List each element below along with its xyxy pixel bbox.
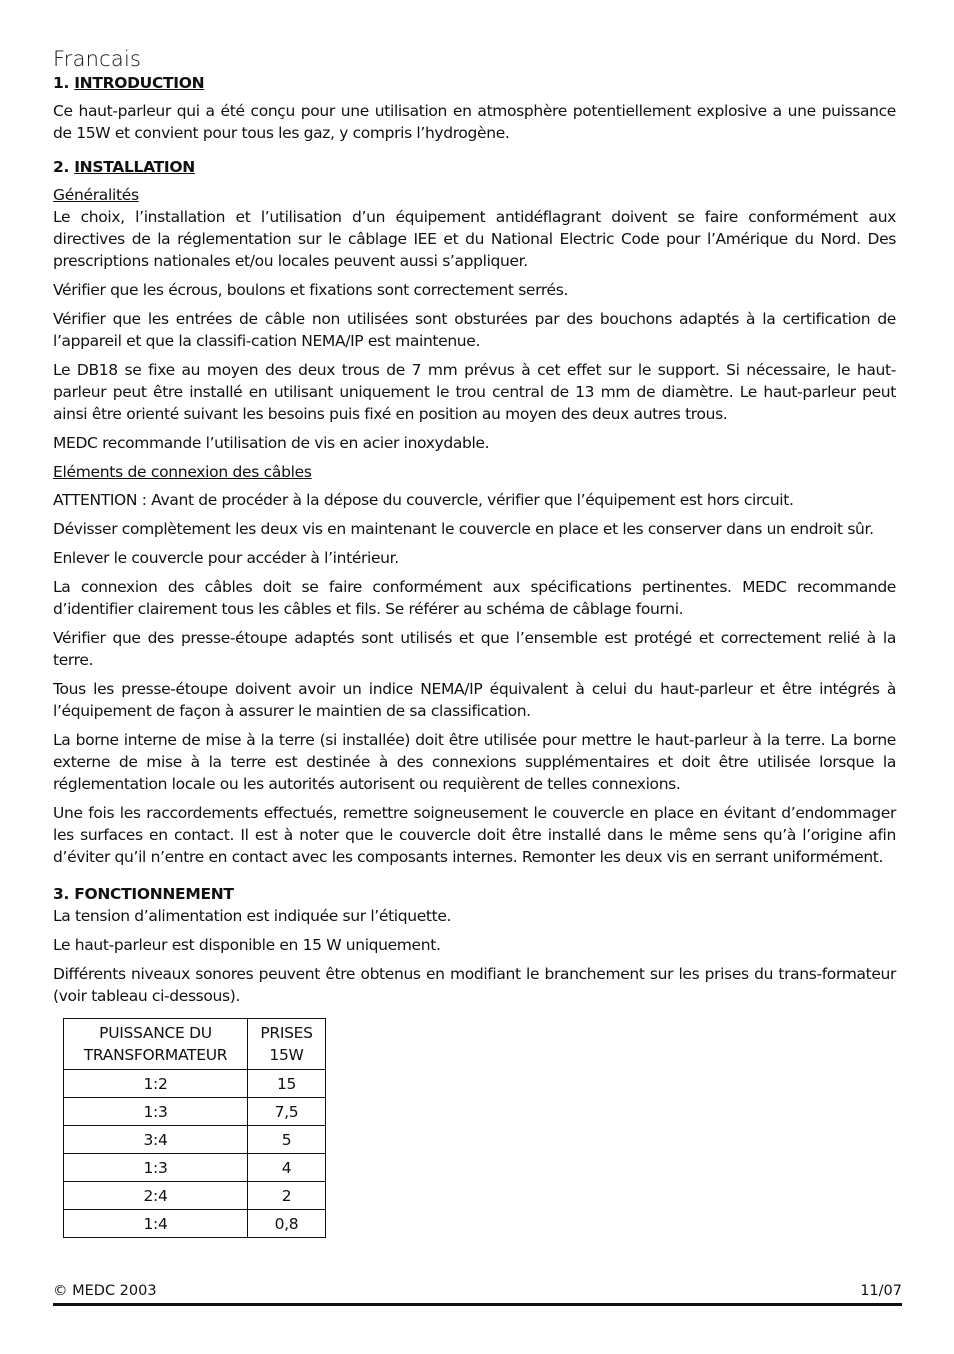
header-text: PUISSANCE DU <box>99 1024 212 1042</box>
table-cell-ratio: 3:4 <box>64 1126 248 1154</box>
language-heading: Francais <box>53 47 142 71</box>
subheading-connexion: Eléments de connexion des câbles <box>53 463 312 481</box>
table-cell-ratio: 1:3 <box>64 1154 248 1182</box>
section-2-number: 2. <box>53 158 70 176</box>
paragraph: La borne interne de mise à la terre (si installée) doit être utilisée pour mettre le haut-parleur à la terre. La borne externe de mise à la terre est destinée à des connexions supplémentaires et doit être utilisée lorsque la réglementation locale ou les autorités autorisent ou requièrent de telles connexions. <box>53 731 896 793</box>
footer-rule <box>53 1303 902 1306</box>
section-3-title: FONCTIONNEMENT <box>74 885 234 903</box>
paragraph: Vérifier que les entrées de câble non utilisées sont obsturées par des bouchons adaptés à la certification de l’appareil et que la classifi-cation NEMA/IP est maintenue. <box>53 310 896 350</box>
paragraph: Enlever le couvercle pour accéder à l’intérieur. <box>53 549 399 567</box>
table-cell-watts: 15 <box>248 1070 326 1098</box>
paragraph: Le choix, l’installation et l’utilisation d’un équipement antidéflagrant doivent se faire conformément aux directives de la réglementation sur le câblage IEE et du National Electric Code pour l’Amérique du Nord. Des prescriptions nationales et/ou locales peuvent aussi s’appliquer. <box>53 208 896 270</box>
table-cell-ratio: 1:2 <box>64 1070 248 1098</box>
subheading-generalites: Généralités <box>53 186 139 204</box>
paragraph: Tous les presse-étoupe doivent avoir un indice NEMA/IP équivalent à celui du haut-parleur et être intégrés à l’équipement de façon à assurer le maintien de sa classification. <box>53 680 896 720</box>
section-2-heading <box>53 156 896 178</box>
section-1-title: INTRODUCTION <box>74 74 205 92</box>
header-text: PRISES <box>260 1024 313 1042</box>
footer-date: 11/07 <box>860 1283 902 1299</box>
section-1-number: 1. <box>53 74 70 92</box>
paragraph: Le DB18 se fixe au moyen des deux trous de 7 mm prévus à cet effet sur le support. Si nécessaire, le haut-parleur peut être installé en utilisant uniquement le trou central de 13 mm de diamètre. Le haut-parleur peut ainsi être orienté suivant les besoins puis fixé en position au moyen des deux autres trous. <box>53 361 896 423</box>
table-cell-watts: 0,8 <box>248 1210 326 1238</box>
paragraph: ATTENTION : Avant de procéder à la dépose du couvercle, vérifier que l’équipement est hors circuit. <box>53 491 794 509</box>
table-row <box>64 1070 326 1098</box>
header-text: TRANSFORMATEUR <box>83 1046 228 1064</box>
section-2-title: INSTALLATION <box>74 158 195 176</box>
section-3-number: 3. <box>53 885 70 903</box>
table-row <box>64 1098 326 1126</box>
table-row <box>64 1210 326 1238</box>
paragraph: Différents niveaux sonores peuvent être obtenus en modifiant le branchement sur les prises du trans-formateur (voir tableau ci-dessous). <box>53 965 896 1005</box>
table-cell-watts: 5 <box>248 1126 326 1154</box>
paragraph: Le haut-parleur est disponible en 15 W uniquement. <box>53 936 441 954</box>
document-page <box>53 46 896 1238</box>
table-header-row <box>64 1019 326 1070</box>
paragraph: La connexion des câbles doit se faire conformément aux spécifications pertinentes. MEDC recommande d’identifier clairement tous les câbles et fils. Se référer au schéma de câblage fourni. <box>53 578 896 618</box>
footer-copyright: © MEDC 2003 <box>53 1283 157 1299</box>
section-3-heading <box>53 883 896 905</box>
transformer-table <box>63 1018 326 1238</box>
paragraph: Vérifier que des presse-étoupe adaptés sont utilisés et que l’ensemble est protégé et correctement relié à la terre. <box>53 629 896 669</box>
table-cell-watts: 7,5 <box>248 1098 326 1126</box>
header-taps <box>248 1019 326 1070</box>
table-row <box>64 1126 326 1154</box>
table-row <box>64 1154 326 1182</box>
header-text: 15W <box>269 1046 304 1064</box>
paragraph: La tension d’alimentation est indiquée sur l’étiquette. <box>53 907 452 925</box>
table-cell-ratio: 1:3 <box>64 1098 248 1126</box>
table-cell-ratio: 2:4 <box>64 1182 248 1210</box>
paragraph: Vérifier que les écrous, boulons et fixations sont correctement serrés. <box>53 281 569 299</box>
paragraph: Dévisser complètement les deux vis en maintenant le couvercle en place et les conserver dans un endroit sûr. <box>53 520 874 538</box>
paragraph: Une fois les raccordements effectués, remettre soigneusement le couvercle en place en évitant d’endommager les surfaces en contact. Il est à noter que le couvercle doit être installé dans le même sens qu’à l’origine afin d’éviter qu’il n’entre en contact avec les composants internes. Remonter les deux vis en serrant uniformément. <box>53 804 896 866</box>
table-cell-ratio: 1:4 <box>64 1210 248 1238</box>
paragraph: MEDC recommande l’utilisation de vis en acier inoxydable. <box>53 434 490 452</box>
paragraph: Ce haut-parleur qui a été conçu pour une utilisation en atmosphère potentiellement explosive a une puissance de 15W et convient pour tous les gaz, y compris l’hydrogène. <box>53 102 896 142</box>
header-transformer-power <box>64 1019 248 1070</box>
table-row <box>64 1182 326 1210</box>
section-1-heading <box>53 72 896 94</box>
table-cell-watts: 4 <box>248 1154 326 1182</box>
table-cell-watts: 2 <box>248 1182 326 1210</box>
